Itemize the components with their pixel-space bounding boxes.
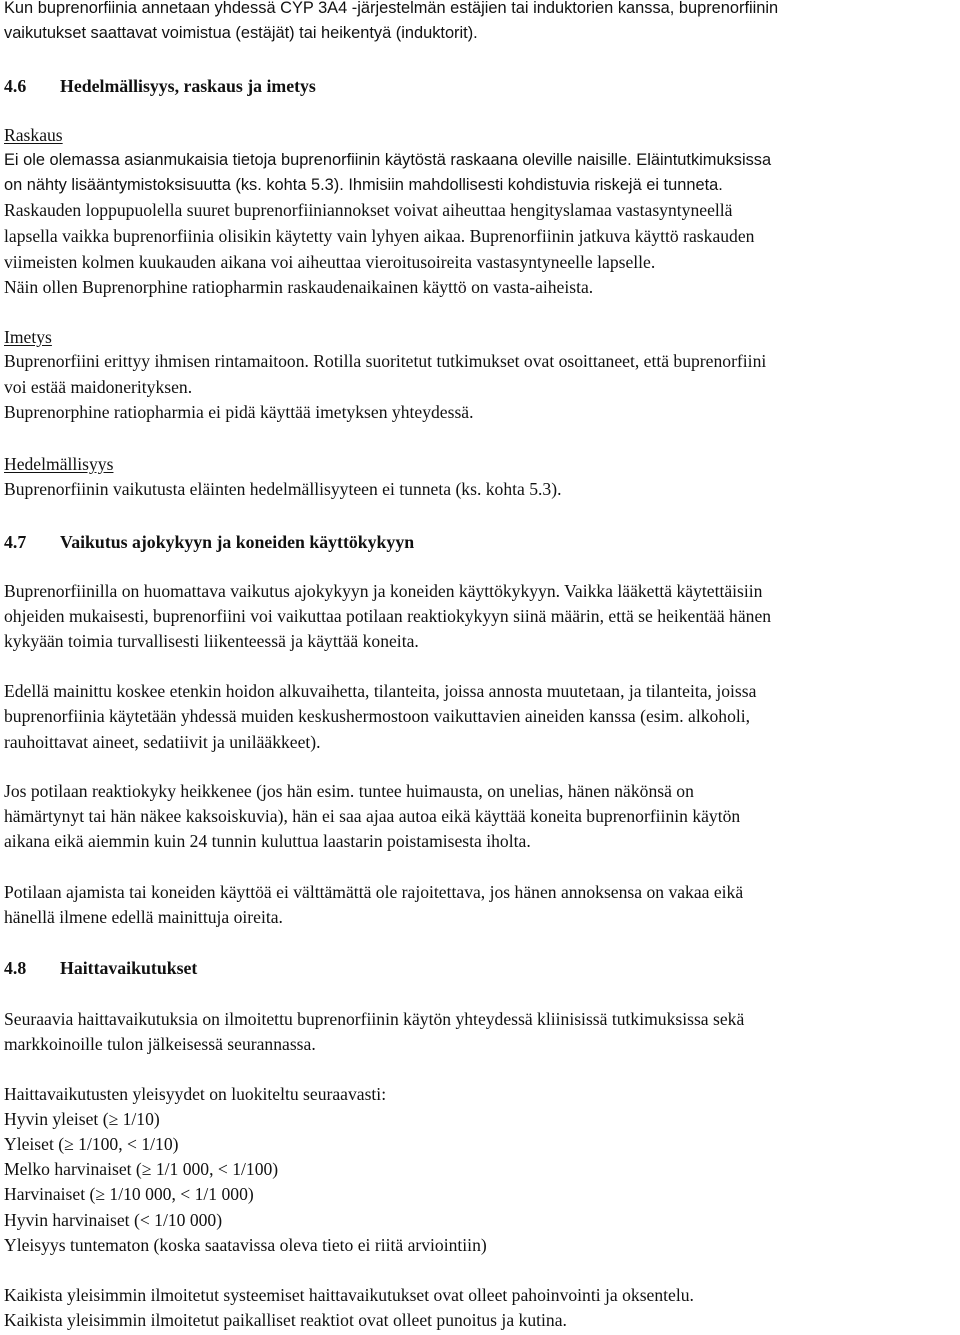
frequency-item: Yleiset (≥ 1/100, < 1/10) bbox=[4, 1134, 179, 1154]
haitta-p1-line-1: Seuraavia haittavaikutuksia on ilmoitettu buprenorfiinin käytön yhteydessä kliinisissä tutkimuksissa sekä bbox=[4, 1009, 745, 1029]
section-title: Vaikutus ajokykyyn ja koneiden käyttökykyyn bbox=[60, 532, 415, 552]
ajokyky-p3-line-1: Jos potilaan reaktiokyky heikkenee (jos hän esim. tuntee huimausta, on unelias, hänen näkönsä on bbox=[4, 781, 694, 801]
section-4-8-heading bbox=[4, 957, 197, 979]
hedelmallisyys-line-1: Buprenorfiinin vaikutusta eläinten hedelmällisyyteen ei tunneta (ks. kohta 5.3). bbox=[4, 479, 562, 499]
ajokyky-p3-line-3: aikana eikä aiemmin kuin 24 tunnin kuluttua laastarin poistamisesta iholta. bbox=[4, 831, 531, 851]
raskaus-line-2: on nähty lisääntymistoksisuutta (ks. kohta 5.3). Ihmisiin mahdollisesti kohdistuvia riskejä ei tunneta. bbox=[4, 176, 723, 194]
frequency-item: Hyvin harvinaiset (< 1/10 000) bbox=[4, 1210, 223, 1230]
raskaus-line-5: viimeisten kolmen kuukauden aikana voi aiheuttaa vieroitusoireita vastasyntyneelle lapselle. bbox=[4, 252, 656, 272]
section-number: 4.8 bbox=[4, 958, 27, 978]
frequency-item: Yleisyys tuntematon (koska saatavissa oleva tieto ei riitä arviointiin) bbox=[4, 1235, 487, 1255]
haitta-p1-line-2: markkoinoille tulon jälkeisessä seurannassa. bbox=[4, 1034, 316, 1054]
intro-line-1: Kun buprenorfiinia annetaan yhdessä CYP 3A4 -järjestelmän estäjien tai induktorien kanssa, buprenorfiinin bbox=[4, 0, 779, 17]
imetys-heading: Imetys bbox=[4, 327, 52, 347]
section-title: Haittavaikutukset bbox=[60, 958, 198, 978]
ajokyky-p2-line-3: rauhoittavat aineet, sedatiivit ja unilääkkeet). bbox=[4, 732, 321, 752]
frequency-item: Hyvin yleiset (≥ 1/10) bbox=[4, 1109, 160, 1129]
ajokyky-p3-line-2: hämärtynyt tai hän näkee kaksoiskuvia), hän ei saa ajaa autoa eikä käyttää koneita buprenorfiinin käytön bbox=[4, 806, 741, 826]
imetys-line-2: voi estää maidonerityksen. bbox=[4, 377, 193, 397]
ajokyky-p4-line-2: hänellä ilmene edellä mainittuja oireita. bbox=[4, 907, 283, 927]
raskaus-line-3: Raskauden loppupuolella suuret buprenorfiiniannokset voivat aiheuttaa hengityslamaa vastasyntyneellä bbox=[4, 200, 733, 220]
section-4-6-heading bbox=[4, 75, 316, 97]
raskaus-line-4: lapsella vaikka buprenorfiinia olisikin käytetty vain lyhyen aikaa. Buprenorfiinin jatkuva käyttö raskauden bbox=[4, 226, 755, 246]
ajokyky-p4-line-1: Potilaan ajamista tai koneiden käyttöä ei välttämättä ole rajoitettava, jos hänen annoksensa on vakaa eikä bbox=[4, 882, 744, 902]
section-4-7-heading bbox=[4, 531, 414, 553]
ajokyky-p1-line-2: ohjeiden mukaisesti, buprenorfiini voi vaikuttaa potilaan reaktiokykyyn siinä määrin, että se heikentää hänen bbox=[4, 606, 772, 626]
hedelmallisyys-heading: Hedelmällisyys bbox=[4, 454, 114, 474]
section-number: 4.6 bbox=[4, 76, 27, 96]
raskaus-heading: Raskaus bbox=[4, 125, 63, 145]
ajokyky-p2-line-2: buprenorfiinia käytetään yhdessä muiden keskushermostoon vaikuttavien aineiden kanssa (esim. alkoholi, bbox=[4, 706, 751, 726]
frequency-intro: Haittavaikutusten yleisyydet on luokiteltu seuraavasti: bbox=[4, 1084, 387, 1104]
intro-line-2: vaikutukset saattavat voimistua (estäjät) tai heikentyä (induktorit). bbox=[4, 24, 478, 42]
raskaus-line-6: Näin ollen Buprenorphine ratiopharmin raskaudenaikainen käyttö on vasta-aiheista. bbox=[4, 277, 594, 297]
closing-line-1: Kaikista yleisimmin ilmoitetut systeemiset haittavaikutukset ovat olleet pahoinvointi ja oksentelu. bbox=[4, 1285, 694, 1305]
imetys-line-3: Buprenorphine ratiopharmia ei pidä käyttää imetyksen yhteydessä. bbox=[4, 402, 474, 422]
closing-line-2: Kaikista yleisimmin ilmoitetut paikalliset reaktiot ovat olleet punoitus ja kutina. bbox=[4, 1310, 567, 1330]
ajokyky-p1-line-3: kykyään toimia turvallisesti liikenteessä ja käyttää koneita. bbox=[4, 631, 419, 651]
frequency-item: Melko harvinaiset (≥ 1/1 000, < 1/100) bbox=[4, 1159, 279, 1179]
section-number: 4.7 bbox=[4, 532, 27, 552]
raskaus-line-1: Ei ole olemassa asianmukaisia tietoja buprenorfiinin käytöstä raskaana oleville naisille. Eläintutkimuksissa bbox=[4, 151, 772, 169]
ajokyky-p2-line-1: Edellä mainittu koskee etenkin hoidon alkuvaihetta, tilanteita, joissa annosta muutetaan, ja tilanteita, joissa bbox=[4, 681, 757, 701]
ajokyky-p1-line-1: Buprenorfiinilla on huomattava vaikutus ajokykyyn ja koneiden käyttökykyyn. Vaikka lääkettä käytettäisiin bbox=[4, 581, 763, 601]
section-title: Hedelmällisyys, raskaus ja imetys bbox=[60, 76, 316, 96]
frequency-item: Harvinaiset (≥ 1/10 000, < 1/1 000) bbox=[4, 1184, 254, 1204]
imetys-line-1: Buprenorfiini erittyy ihmisen rintamaitoon. Rotilla suoritetut tutkimukset ovat osoittaneet, että buprenorfiini bbox=[4, 351, 767, 371]
